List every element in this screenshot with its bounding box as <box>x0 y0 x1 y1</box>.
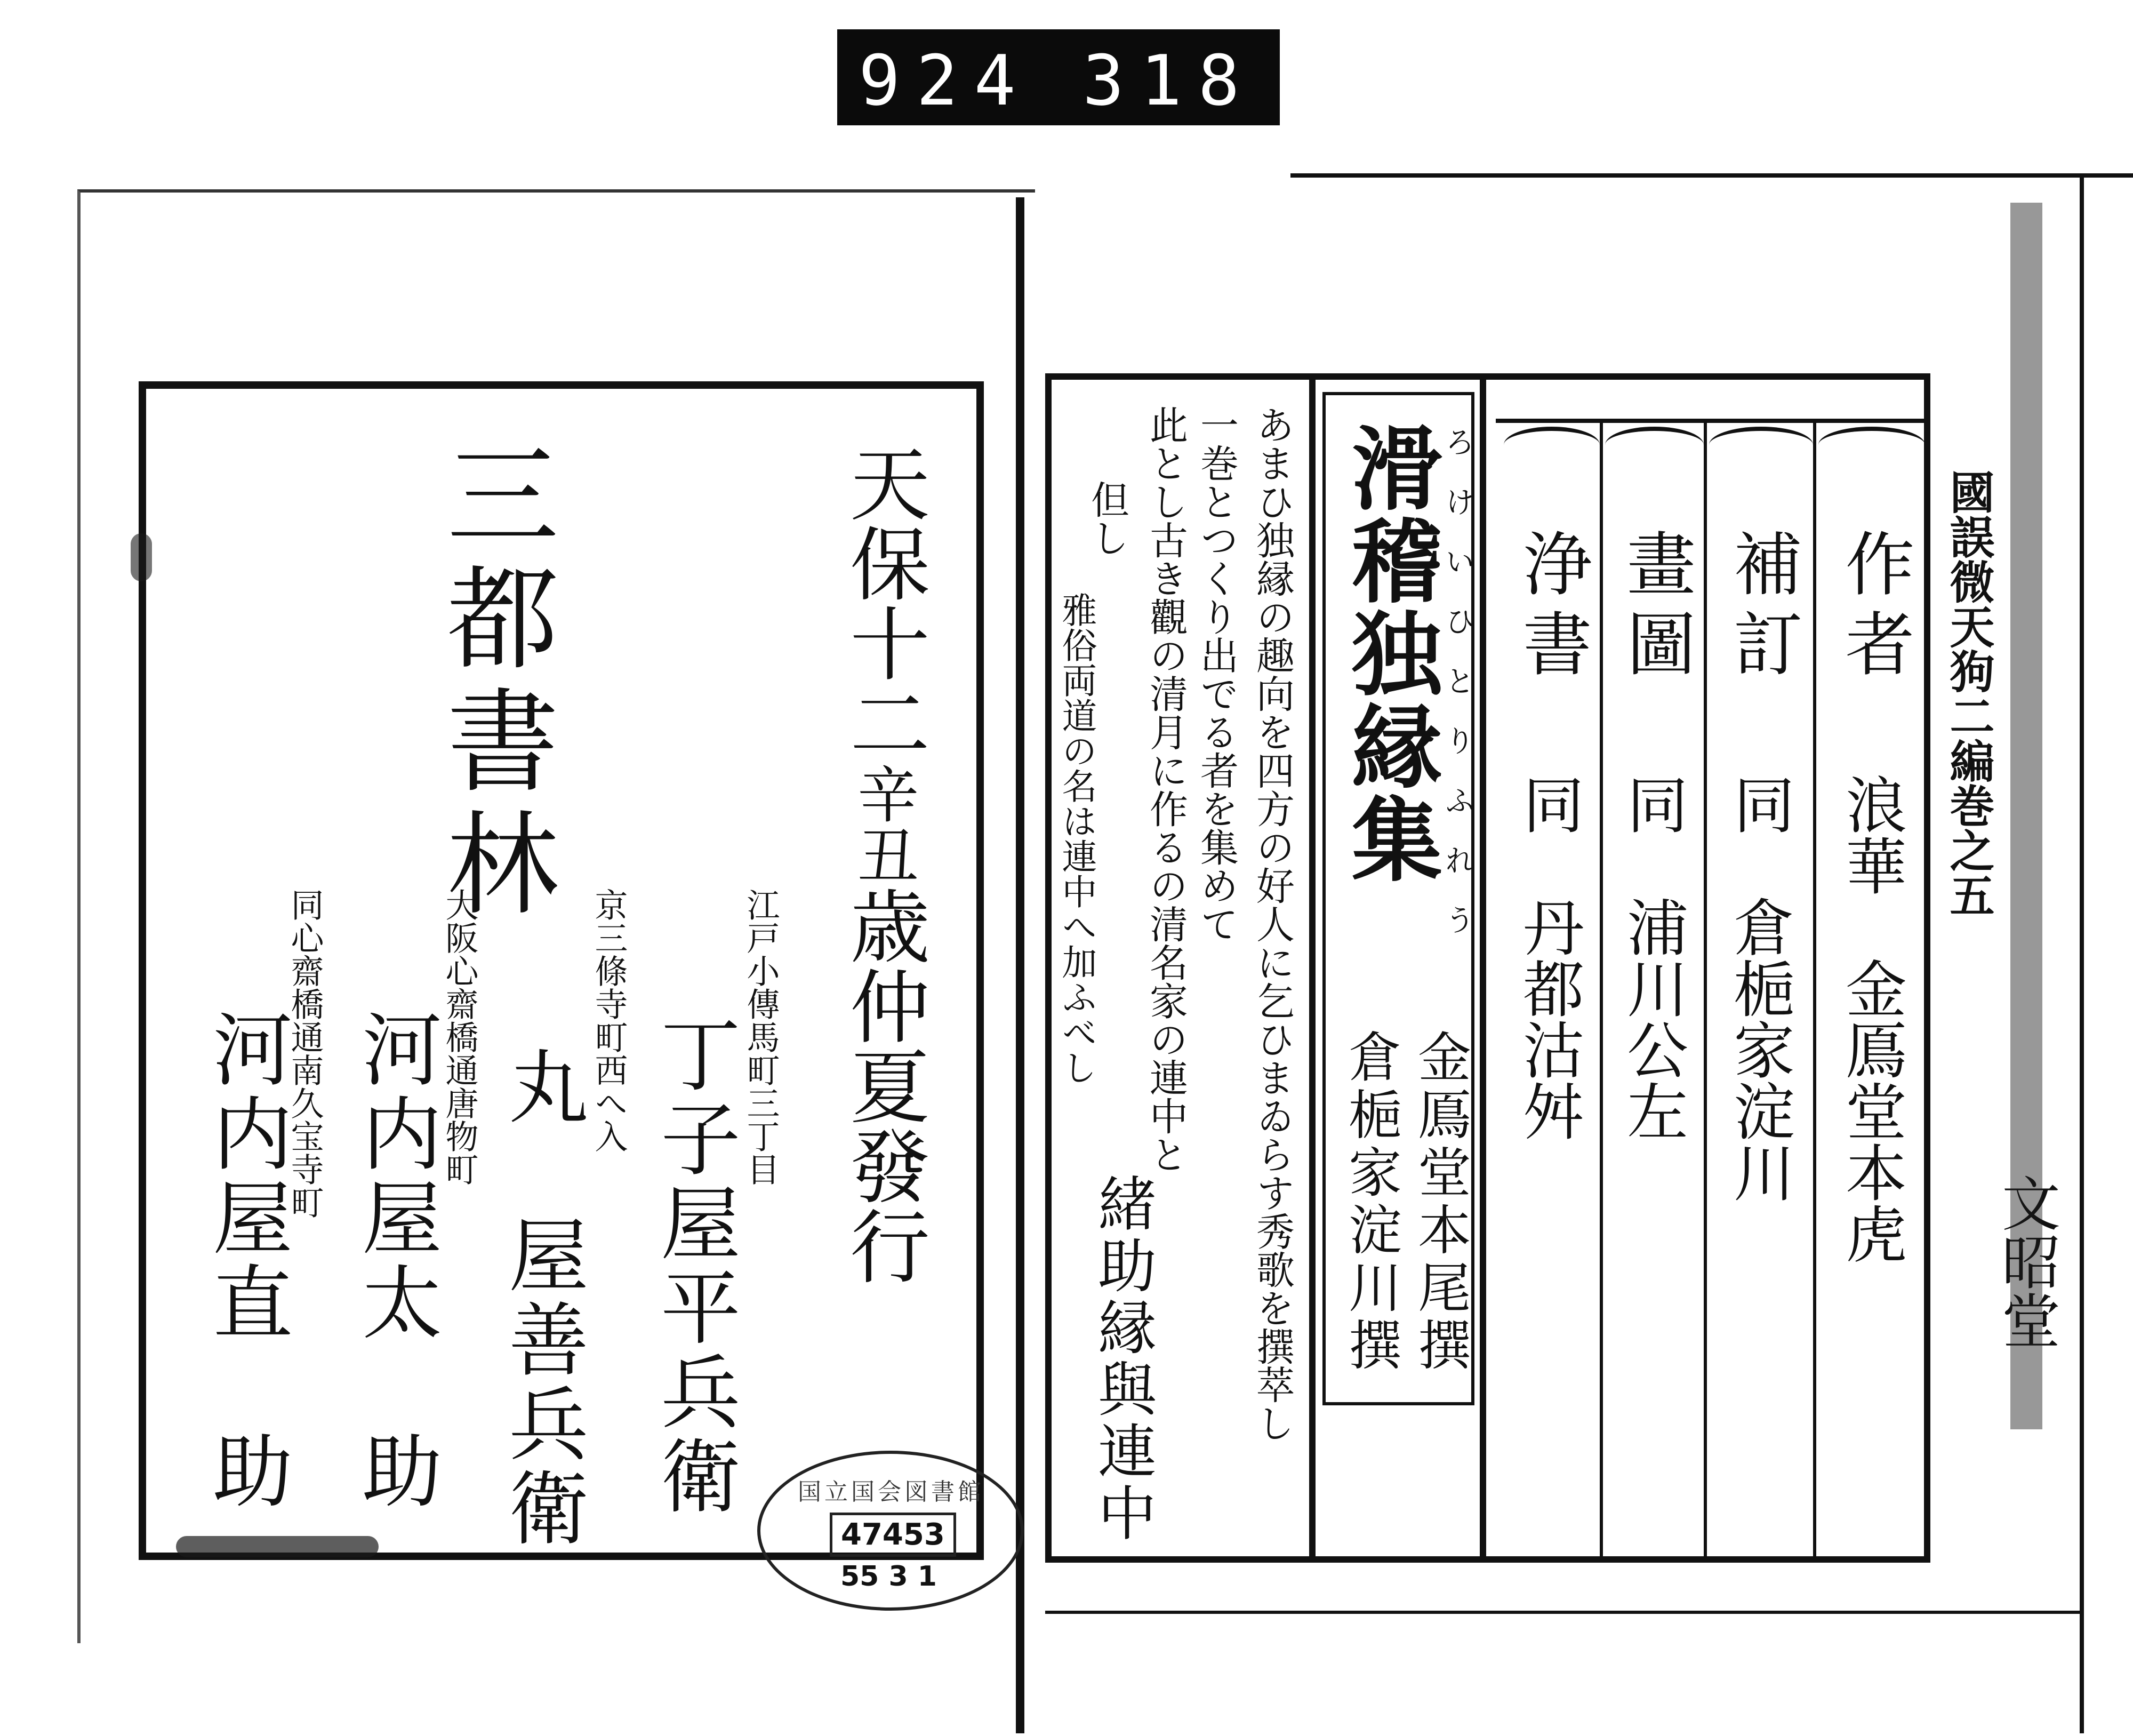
publisher-name: 丁子屋平兵衛 <box>647 1013 740 1519</box>
page-edge-bottom <box>1045 1611 2080 1614</box>
scallop-top <box>1605 427 1704 463</box>
publisher-name: 河内屋太 助 <box>348 1008 441 1514</box>
library-stamp <box>757 1451 1024 1611</box>
binding-stain <box>176 1536 379 1557</box>
notice-line: あまひ独縁の趣向を四方の好人に乞ひまゐらす秀歌を撰萃し <box>1250 405 1295 1442</box>
scallop-top <box>1709 427 1813 463</box>
credit-divider <box>1704 421 1707 1557</box>
credit-name: 同 浦川公左 <box>1616 773 1688 1141</box>
stamp-date: 55 3 1 <box>840 1561 937 1593</box>
publisher-name: 丸 屋善兵衛 <box>495 1045 588 1551</box>
binding-stain <box>131 533 152 581</box>
sponsors-line: 緒助縁與連中 <box>1088 1173 1157 1545</box>
credit-divider <box>1813 421 1816 1557</box>
credit-role: 浄書 <box>1511 528 1592 688</box>
credit-role: 畫圖 <box>1615 528 1696 688</box>
divider-notice <box>1309 380 1316 1556</box>
publication-date <box>836 443 929 1285</box>
publisher-name: 河内屋直 助 <box>199 1008 292 1514</box>
call-number-right: 318 <box>1082 40 1256 121</box>
credit-name: 浪華 金鳫堂本虎 <box>1835 773 1906 1264</box>
scallop-top <box>1504 427 1600 463</box>
date-rest: 歳仲夏發行 <box>836 885 929 1285</box>
call-number-label <box>837 29 1280 125</box>
credit-divider <box>1600 421 1603 1557</box>
date-era: 天保十二 <box>836 443 929 763</box>
publisher-address: 京三條寺町西へ入 <box>589 888 628 1153</box>
compiler-line: 倉梔家淀川撰 <box>1340 1029 1402 1375</box>
stamp-top-text: 国立国会図書館 <box>798 1478 984 1506</box>
notice-line: 此とし古き觀の清月に作るの清名家の連中と <box>1143 405 1188 1173</box>
book-title-ruby: ろけいひとりふれう <box>1440 427 1475 964</box>
series-title: 國誤微天狗二編巻之五 <box>1943 469 1995 917</box>
compiler-line: 金鳫堂本尾撰 <box>1409 1029 1471 1375</box>
page-fold <box>1016 197 1024 1733</box>
date-cycle-a: 辛 <box>847 763 918 824</box>
divider-title <box>1480 380 1486 1556</box>
stamp-number: 47453 <box>830 1513 956 1557</box>
call-number-left: 924 <box>859 40 1032 121</box>
publisher-address: 大阪心齋橋通唐物町 <box>440 888 479 1186</box>
book-title: 滑稽独縁集 <box>1336 421 1442 885</box>
notice-note: 雅俗両道の名は連中へ加ふべし <box>1056 592 1097 1085</box>
notice-line: 一巻とつくり出でる者を集めて <box>1194 405 1239 943</box>
publisher-address: 同心齋橋通南久宝寺町 <box>285 888 324 1219</box>
credit-role: 作者 <box>1834 528 1915 688</box>
scallop-top <box>1818 427 1925 463</box>
date-cycle-b: 丑 <box>847 824 918 885</box>
publisher-mark: 文昭堂 <box>1992 1173 2060 1349</box>
credit-name: 同 倉梔家淀川 <box>1723 773 1794 1203</box>
credit-name: 同 丹都沽舛 <box>1512 773 1584 1141</box>
publisher-group: 三都書林 <box>428 437 559 928</box>
credit-role: 補訂 <box>1722 528 1803 688</box>
page-edge-top <box>1290 173 2133 178</box>
binding-edge-shadow <box>2010 203 2042 1429</box>
notice-note-label: 但し <box>1085 480 1129 557</box>
page-edge-right <box>2080 176 2084 1733</box>
publisher-address: 江戸小傳馬町三丁目 <box>741 888 780 1186</box>
